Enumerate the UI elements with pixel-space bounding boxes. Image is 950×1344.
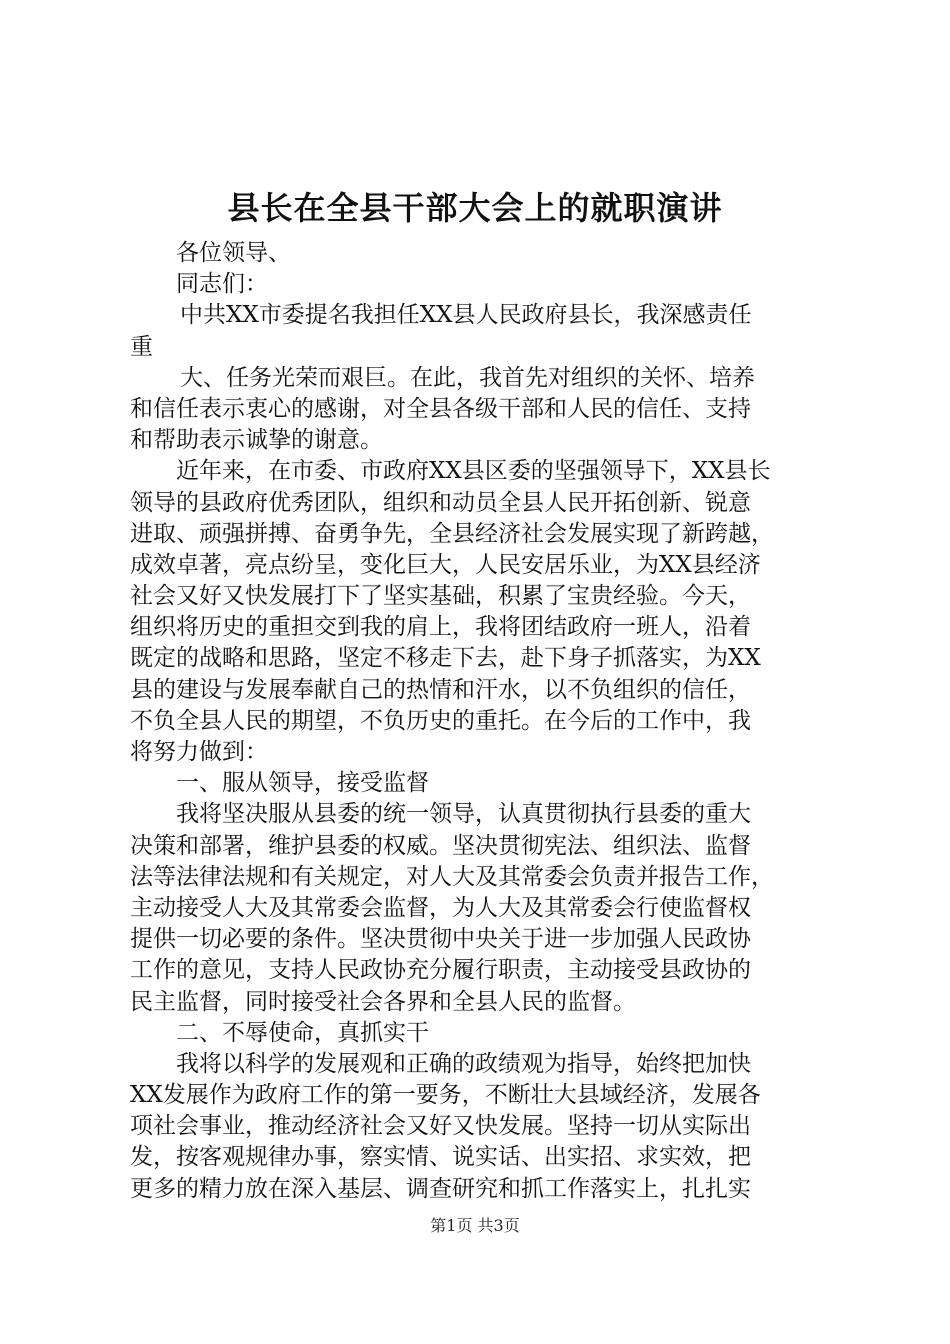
body-line: 一、服从领导，接受监督	[176, 770, 429, 797]
body-line: 二、不辱使命，真抓实干	[176, 1019, 429, 1046]
body-line: 中共XX市委提名我担任XX县人民政府县长，我深感责任	[180, 302, 752, 329]
body-line: 主动接受人大及其常委会监督，为人大及其常委会行使监督权	[130, 894, 751, 921]
body-line: 发，按客观规律办事，察实情、说实话、出实招、求实效，把	[130, 1144, 751, 1171]
body-line: 既定的战略和思路，坚定不移走下去，赴下身子抓落实，为XX	[130, 645, 761, 672]
body-line: 大、任务光荣而艰巨。在此，我首先对组织的关怀、培养	[180, 364, 755, 391]
body-line: 近年来，在市委、市政府XX县区委的坚强领导下，XX县长	[176, 458, 771, 485]
body-line: 项社会事业，推动经济社会又好又快发展。坚持一切从实际出	[130, 1113, 751, 1140]
document-title: 县长在全县干部大会上的就职演讲	[227, 189, 723, 227]
body-line: 我将坚决服从县委的统一领导，认真贯彻执行县委的重大	[176, 801, 751, 828]
document-body	[130, 238, 830, 1205]
body-line: 同志们：	[176, 271, 268, 298]
body-line: 决策和部署，维护县委的权威。坚决贯彻宪法、组织法、监督	[130, 832, 751, 859]
body-line: 我将以科学的发展观和正确的政绩观为指导，始终把加快	[176, 1050, 751, 1077]
body-line: 更多的精力放在深入基层、调查研究和抓工作落实上，扎扎实	[130, 1175, 751, 1202]
body-line: 县的建设与发展奉献自己的热情和汗水，以不负组织的信任，	[130, 676, 751, 703]
body-line: 社会又好又快发展打下了坚实基础，积累了宝贵经验。今天，	[130, 583, 751, 610]
body-line: 重	[130, 333, 153, 360]
body-line: 成效卓著，亮点纷呈，变化巨大，人民安居乐业，为XX县经济	[130, 551, 761, 578]
body-line: 法等法律法规和有关规定，对人大及其常委会负责并报告工作，	[130, 863, 774, 890]
body-line: 民主监督，同时接受社会各界和全县人民的监督。	[130, 988, 636, 1015]
body-line: 不负全县人民的期望，不负历史的重托。在今后的工作中，我	[130, 707, 751, 734]
body-line: XX发展作为政府工作的第一要务，不断壮大县域经济，发展各	[130, 1082, 761, 1109]
body-line: 领导的县政府优秀团队，组织和动员全县人民开拓创新、锐意	[130, 489, 751, 516]
body-line: 将努力做到：	[130, 739, 268, 765]
body-line: 进取、顽强拼搏、奋勇争先，全县经济社会发展实现了新跨越，	[130, 520, 774, 547]
body-line: 各位领导、	[176, 240, 291, 266]
body-line: 和帮助表示诚挚的谢意。	[130, 427, 383, 454]
page-footer: 第1页 共3页	[430, 1216, 520, 1235]
body-line: 组织将历史的重担交到我的肩上，我将团结政府一班人，沿着	[130, 614, 751, 641]
body-line: 和信任表示衷心的感谢，对全县各级干部和人民的信任、支持	[130, 395, 751, 422]
body-line: 提供一切必要的条件。坚决贯彻中央关于进一步加强人民政协	[130, 926, 751, 953]
body-line: 工作的意见，支持人民政协充分履行职责，主动接受县政协的	[130, 957, 751, 984]
